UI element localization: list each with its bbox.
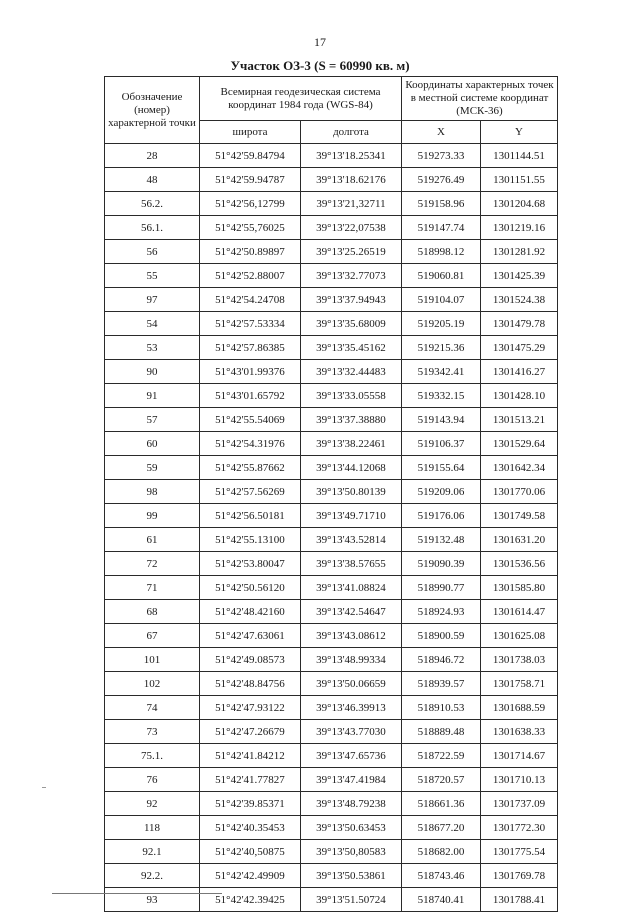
cell-point: 74 bbox=[105, 696, 200, 720]
cell-y: 1301513.21 bbox=[481, 408, 558, 432]
cell-longitude: 39°13'32.77073 bbox=[301, 264, 402, 288]
table-row bbox=[105, 504, 558, 528]
table-row bbox=[105, 456, 558, 480]
coordinates-table bbox=[104, 76, 558, 912]
table-row bbox=[105, 192, 558, 216]
table-row bbox=[105, 552, 558, 576]
cell-point: 56.1. bbox=[105, 216, 200, 240]
table-row bbox=[105, 288, 558, 312]
cell-latitude: 51°42'53.80047 bbox=[200, 552, 301, 576]
table-row bbox=[105, 144, 558, 168]
table-row bbox=[105, 696, 558, 720]
cell-latitude: 51°42'41.77827 bbox=[200, 768, 301, 792]
cell-y: 1301775.54 bbox=[481, 840, 558, 864]
cell-longitude: 39°13'37.94943 bbox=[301, 288, 402, 312]
cell-y: 1301738.03 bbox=[481, 648, 558, 672]
cell-y: 1301425.39 bbox=[481, 264, 558, 288]
cell-longitude: 39°13'43.08612 bbox=[301, 624, 402, 648]
cell-point: 71 bbox=[105, 576, 200, 600]
cell-y: 1301416.27 bbox=[481, 360, 558, 384]
cell-longitude: 39°13'49.71710 bbox=[301, 504, 402, 528]
cell-latitude: 51°42'57.56269 bbox=[200, 480, 301, 504]
cell-point: 55 bbox=[105, 264, 200, 288]
cell-latitude: 51°42'47.93122 bbox=[200, 696, 301, 720]
cell-y: 1301585.80 bbox=[481, 576, 558, 600]
cell-point: 92 bbox=[105, 792, 200, 816]
header-latitude: широта bbox=[200, 121, 301, 144]
table-row bbox=[105, 168, 558, 192]
cell-x: 518900.59 bbox=[402, 624, 481, 648]
cell-y: 1301638.33 bbox=[481, 720, 558, 744]
table-row bbox=[105, 360, 558, 384]
cell-y: 1301281.92 bbox=[481, 240, 558, 264]
cell-latitude: 51°42'50.89897 bbox=[200, 240, 301, 264]
cell-longitude: 39°13'41.08824 bbox=[301, 576, 402, 600]
cell-latitude: 51°42'41.84212 bbox=[200, 744, 301, 768]
cell-latitude: 51°42'59.94787 bbox=[200, 168, 301, 192]
cell-y: 1301631.20 bbox=[481, 528, 558, 552]
header-wgs84: Всемирная геодезическая система координат 1984 года (WGS-84) bbox=[200, 77, 402, 121]
table-row bbox=[105, 792, 558, 816]
table-row bbox=[105, 816, 558, 840]
cell-longitude: 39°13'43.52814 bbox=[301, 528, 402, 552]
cell-y: 1301529.64 bbox=[481, 432, 558, 456]
table-row bbox=[105, 528, 558, 552]
cell-longitude: 39°13'33.05558 bbox=[301, 384, 402, 408]
cell-x: 518998.12 bbox=[402, 240, 481, 264]
cell-point: 72 bbox=[105, 552, 200, 576]
cell-y: 1301737.09 bbox=[481, 792, 558, 816]
cell-x: 519342.41 bbox=[402, 360, 481, 384]
cell-point: 48 bbox=[105, 168, 200, 192]
cell-latitude: 51°42'57.53334 bbox=[200, 312, 301, 336]
cell-point: 56.2. bbox=[105, 192, 200, 216]
cell-latitude: 51°42'42.39425 bbox=[200, 888, 301, 912]
table-row bbox=[105, 480, 558, 504]
cell-x: 518682.00 bbox=[402, 840, 481, 864]
cell-longitude: 39°13'46.39913 bbox=[301, 696, 402, 720]
cell-x: 518722.59 bbox=[402, 744, 481, 768]
table-row bbox=[105, 624, 558, 648]
cell-y: 1301642.34 bbox=[481, 456, 558, 480]
cell-point: 60 bbox=[105, 432, 200, 456]
table-row bbox=[105, 384, 558, 408]
cell-point: 68 bbox=[105, 600, 200, 624]
cell-point: 90 bbox=[105, 360, 200, 384]
cell-longitude: 39°13'35.68009 bbox=[301, 312, 402, 336]
header-y: Y bbox=[481, 121, 558, 144]
section-title: Участок ОЗ-3 (S = 60990 кв. м) bbox=[230, 58, 410, 73]
cell-longitude: 39°13'48.79238 bbox=[301, 792, 402, 816]
cell-point: 75.1. bbox=[105, 744, 200, 768]
cell-x: 518743.46 bbox=[402, 864, 481, 888]
table-row bbox=[105, 744, 558, 768]
cell-latitude: 51°42'55.87662 bbox=[200, 456, 301, 480]
cell-x: 519143.94 bbox=[402, 408, 481, 432]
cell-latitude: 51°42'55.54069 bbox=[200, 408, 301, 432]
cell-x: 519147.74 bbox=[402, 216, 481, 240]
cell-longitude: 39°13'51.50724 bbox=[301, 888, 402, 912]
cell-x: 519215.36 bbox=[402, 336, 481, 360]
cell-x: 518677.20 bbox=[402, 816, 481, 840]
cell-point: 56 bbox=[105, 240, 200, 264]
cell-x: 519332.15 bbox=[402, 384, 481, 408]
cell-longitude: 39°13'43.77030 bbox=[301, 720, 402, 744]
cell-point: 53 bbox=[105, 336, 200, 360]
cell-x: 519209.06 bbox=[402, 480, 481, 504]
cell-point: 118 bbox=[105, 816, 200, 840]
cell-longitude: 39°13'38.57655 bbox=[301, 552, 402, 576]
cell-point: 61 bbox=[105, 528, 200, 552]
cell-y: 1301428.10 bbox=[481, 384, 558, 408]
cell-latitude: 51°42'40,50875 bbox=[200, 840, 301, 864]
cell-latitude: 51°42'48.84756 bbox=[200, 672, 301, 696]
scan-mark bbox=[42, 787, 46, 788]
cell-x: 519090.39 bbox=[402, 552, 481, 576]
cell-longitude: 39°13'47.65736 bbox=[301, 744, 402, 768]
cell-x: 518990.77 bbox=[402, 576, 481, 600]
cell-longitude: 39°13'35.45162 bbox=[301, 336, 402, 360]
table-row bbox=[105, 600, 558, 624]
cell-y: 1301524.38 bbox=[481, 288, 558, 312]
cell-point: 57 bbox=[105, 408, 200, 432]
cell-point: 102 bbox=[105, 672, 200, 696]
cell-point: 76 bbox=[105, 768, 200, 792]
cell-y: 1301151.55 bbox=[481, 168, 558, 192]
cell-longitude: 39°13'50.80139 bbox=[301, 480, 402, 504]
cell-x: 518740.41 bbox=[402, 888, 481, 912]
cell-x: 519276.49 bbox=[402, 168, 481, 192]
cell-longitude: 39°13'18.25341 bbox=[301, 144, 402, 168]
cell-latitude: 51°42'52.88007 bbox=[200, 264, 301, 288]
cell-x: 518910.53 bbox=[402, 696, 481, 720]
cell-x: 518889.48 bbox=[402, 720, 481, 744]
cell-latitude: 51°42'59.84794 bbox=[200, 144, 301, 168]
cell-longitude: 39°13'48.99334 bbox=[301, 648, 402, 672]
cell-x: 519104.07 bbox=[402, 288, 481, 312]
table-row bbox=[105, 648, 558, 672]
cell-y: 1301144.51 bbox=[481, 144, 558, 168]
cell-y: 1301479.78 bbox=[481, 312, 558, 336]
cell-y: 1301772.30 bbox=[481, 816, 558, 840]
cell-point: 93 bbox=[105, 888, 200, 912]
cell-x: 519205.19 bbox=[402, 312, 481, 336]
table-row bbox=[105, 240, 558, 264]
cell-point: 54 bbox=[105, 312, 200, 336]
cell-y: 1301788.41 bbox=[481, 888, 558, 912]
cell-latitude: 51°42'50.56120 bbox=[200, 576, 301, 600]
cell-latitude: 51°42'55.13100 bbox=[200, 528, 301, 552]
cell-latitude: 51°43'01.65792 bbox=[200, 384, 301, 408]
cell-longitude: 39°13'44.12068 bbox=[301, 456, 402, 480]
cell-point: 99 bbox=[105, 504, 200, 528]
table-row bbox=[105, 720, 558, 744]
cell-longitude: 39°13'50,80583 bbox=[301, 840, 402, 864]
cell-y: 1301204.68 bbox=[481, 192, 558, 216]
cell-longitude: 39°13'50.06659 bbox=[301, 672, 402, 696]
bottom-rule bbox=[52, 893, 222, 894]
cell-longitude: 39°13'50.63453 bbox=[301, 816, 402, 840]
header-msk36: Координаты характерных точек в местной системе координат (МСК-36) bbox=[402, 77, 558, 121]
cell-latitude: 51°42'57.86385 bbox=[200, 336, 301, 360]
cell-y: 1301625.08 bbox=[481, 624, 558, 648]
header-x: X bbox=[402, 121, 481, 144]
cell-x: 519060.81 bbox=[402, 264, 481, 288]
cell-latitude: 51°42'42.49909 bbox=[200, 864, 301, 888]
cell-longitude: 39°13'21,32711 bbox=[301, 192, 402, 216]
cell-longitude: 39°13'18.62176 bbox=[301, 168, 402, 192]
cell-longitude: 39°13'37.38880 bbox=[301, 408, 402, 432]
cell-y: 1301769.78 bbox=[481, 864, 558, 888]
cell-point: 92.2. bbox=[105, 864, 200, 888]
cell-x: 518720.57 bbox=[402, 768, 481, 792]
cell-latitude: 51°42'48.42160 bbox=[200, 600, 301, 624]
header-point-designation: Обозначение (номер) характерной точки bbox=[105, 77, 200, 144]
table-row bbox=[105, 408, 558, 432]
cell-point: 28 bbox=[105, 144, 200, 168]
cell-point: 73 bbox=[105, 720, 200, 744]
cell-y: 1301688.59 bbox=[481, 696, 558, 720]
cell-y: 1301770.06 bbox=[481, 480, 558, 504]
cell-point: 67 bbox=[105, 624, 200, 648]
cell-x: 518924.93 bbox=[402, 600, 481, 624]
cell-latitude: 51°42'54.24708 bbox=[200, 288, 301, 312]
cell-latitude: 51°42'47.26679 bbox=[200, 720, 301, 744]
cell-latitude: 51°42'55,76025 bbox=[200, 216, 301, 240]
cell-x: 519155.64 bbox=[402, 456, 481, 480]
cell-longitude: 39°13'42.54647 bbox=[301, 600, 402, 624]
table-row bbox=[105, 216, 558, 240]
cell-x: 519273.33 bbox=[402, 144, 481, 168]
table-row bbox=[105, 432, 558, 456]
cell-latitude: 51°42'39.85371 bbox=[200, 792, 301, 816]
cell-x: 519106.37 bbox=[402, 432, 481, 456]
cell-point: 92.1 bbox=[105, 840, 200, 864]
cell-x: 519176.06 bbox=[402, 504, 481, 528]
cell-y: 1301475.29 bbox=[481, 336, 558, 360]
cell-longitude: 39°13'25.26519 bbox=[301, 240, 402, 264]
cell-latitude: 51°42'40.35453 bbox=[200, 816, 301, 840]
cell-y: 1301749.58 bbox=[481, 504, 558, 528]
cell-point: 91 bbox=[105, 384, 200, 408]
cell-longitude: 39°13'32.44483 bbox=[301, 360, 402, 384]
page-number: 17 bbox=[314, 35, 326, 49]
cell-latitude: 51°42'56,12799 bbox=[200, 192, 301, 216]
cell-longitude: 39°13'22,07538 bbox=[301, 216, 402, 240]
cell-latitude: 51°42'49.08573 bbox=[200, 648, 301, 672]
cell-point: 101 bbox=[105, 648, 200, 672]
table-row bbox=[105, 576, 558, 600]
table-row bbox=[105, 336, 558, 360]
table-row bbox=[105, 264, 558, 288]
cell-point: 98 bbox=[105, 480, 200, 504]
table-row bbox=[105, 672, 558, 696]
cell-y: 1301758.71 bbox=[481, 672, 558, 696]
cell-x: 519132.48 bbox=[402, 528, 481, 552]
cell-point: 59 bbox=[105, 456, 200, 480]
table-body bbox=[105, 144, 558, 912]
cell-x: 519158.96 bbox=[402, 192, 481, 216]
cell-latitude: 51°42'54.31976 bbox=[200, 432, 301, 456]
cell-x: 518939.57 bbox=[402, 672, 481, 696]
cell-latitude: 51°42'56.50181 bbox=[200, 504, 301, 528]
cell-longitude: 39°13'50.53861 bbox=[301, 864, 402, 888]
table-row bbox=[105, 312, 558, 336]
table-row bbox=[105, 840, 558, 864]
cell-x: 518661.36 bbox=[402, 792, 481, 816]
header-longitude: долгота bbox=[301, 121, 402, 144]
cell-latitude: 51°42'47.63061 bbox=[200, 624, 301, 648]
cell-y: 1301714.67 bbox=[481, 744, 558, 768]
cell-y: 1301614.47 bbox=[481, 600, 558, 624]
cell-longitude: 39°13'38.22461 bbox=[301, 432, 402, 456]
cell-point: 97 bbox=[105, 288, 200, 312]
cell-y: 1301219.16 bbox=[481, 216, 558, 240]
cell-x: 518946.72 bbox=[402, 648, 481, 672]
table-row bbox=[105, 888, 558, 912]
table-row bbox=[105, 864, 558, 888]
cell-longitude: 39°13'47.41984 bbox=[301, 768, 402, 792]
cell-y: 1301710.13 bbox=[481, 768, 558, 792]
cell-latitude: 51°43'01.99376 bbox=[200, 360, 301, 384]
cell-y: 1301536.56 bbox=[481, 552, 558, 576]
table-row bbox=[105, 768, 558, 792]
